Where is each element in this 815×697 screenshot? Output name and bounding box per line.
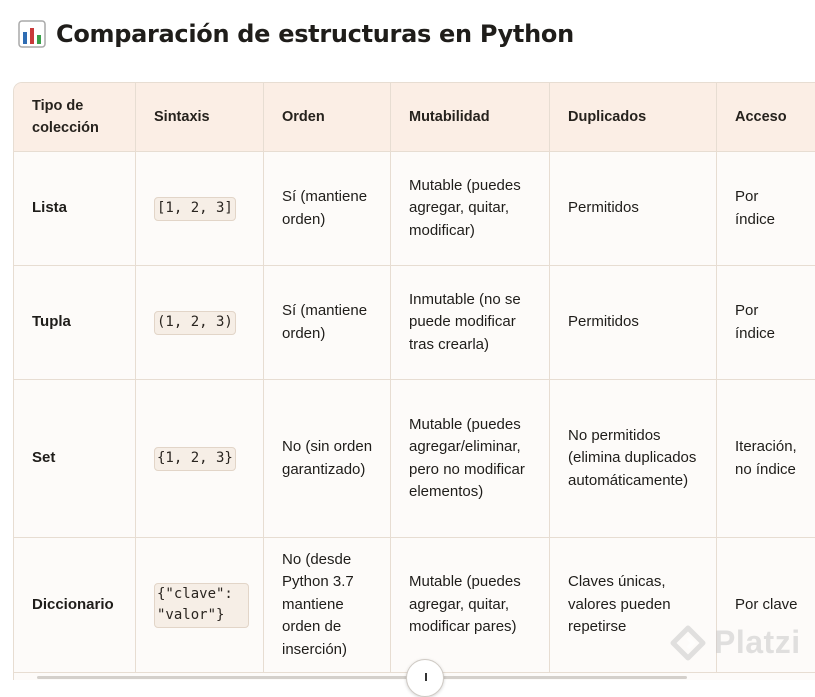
header-orden: Orden: [264, 83, 391, 151]
cell-duplicados: Permitidos: [550, 266, 717, 379]
cell-mutabilidad: Mutable (puedes agregar, quitar, modificar pares): [391, 538, 550, 672]
code-sintaxis: [1, 2, 3]: [154, 197, 236, 221]
table-header-row: [14, 83, 815, 152]
table-row: [14, 266, 815, 380]
cell-tipo: Diccionario: [14, 538, 136, 672]
cell-orden: No (desde Python 3.7 mantiene orden de inserción): [264, 538, 391, 672]
scroll-handle[interactable]: [406, 659, 444, 697]
header-duplicados: Duplicados: [550, 83, 717, 151]
header-sintaxis: Sintaxis: [136, 83, 264, 151]
cell-tipo: Set: [14, 380, 136, 537]
cell-mutabilidad: Mutable (puedes agregar, quitar, modificar): [391, 152, 550, 265]
cell-mutabilidad: Mutable (puedes agregar/eliminar, pero no modificar elementos): [391, 380, 550, 537]
code-sintaxis: {1, 2, 3}: [154, 447, 236, 471]
page-title: [18, 14, 574, 54]
platzi-logo-icon: [670, 625, 706, 661]
page-title-text: Comparación de estructuras en Python: [56, 20, 574, 48]
cell-tipo: Tupla: [14, 266, 136, 379]
code-sintaxis: {"clave": "valor"}: [154, 583, 249, 628]
cell-acceso: Por clave: [735, 595, 798, 613]
cell-duplicados: No permitidos (elimina duplicados automáticamente): [550, 380, 717, 537]
comparison-table: [13, 82, 815, 680]
header-acceso: Acceso: [735, 108, 787, 125]
cell-mutabilidad: Inmutable (no se puede modificar tras crearla): [391, 266, 550, 379]
cell-duplicados: Permitidos: [550, 152, 717, 265]
header-tipo: Tipo de colección: [14, 83, 136, 151]
table-row: [14, 380, 815, 538]
cell-orden: No (sin orden garantizado): [264, 380, 391, 537]
cell-acceso: Por índice: [735, 188, 776, 228]
header-mutabilidad: Mutabilidad: [391, 83, 550, 151]
cell-orden: Sí (mantiene orden): [264, 266, 391, 379]
table-row: [14, 152, 815, 266]
code-sintaxis: (1, 2, 3): [154, 311, 236, 335]
platzi-watermark-text: Platzi: [714, 624, 801, 660]
bar-chart-icon: [18, 20, 46, 48]
cell-acceso: Por índice: [735, 302, 776, 342]
cell-orden: Sí (mantiene orden): [264, 152, 391, 265]
cell-duplicados: Claves únicas, valores pueden repetirse: [550, 538, 717, 672]
cell-tipo: Lista: [14, 152, 136, 265]
platzi-watermark: [670, 624, 801, 661]
cell-acceso: Iteración, no índice: [735, 438, 797, 478]
